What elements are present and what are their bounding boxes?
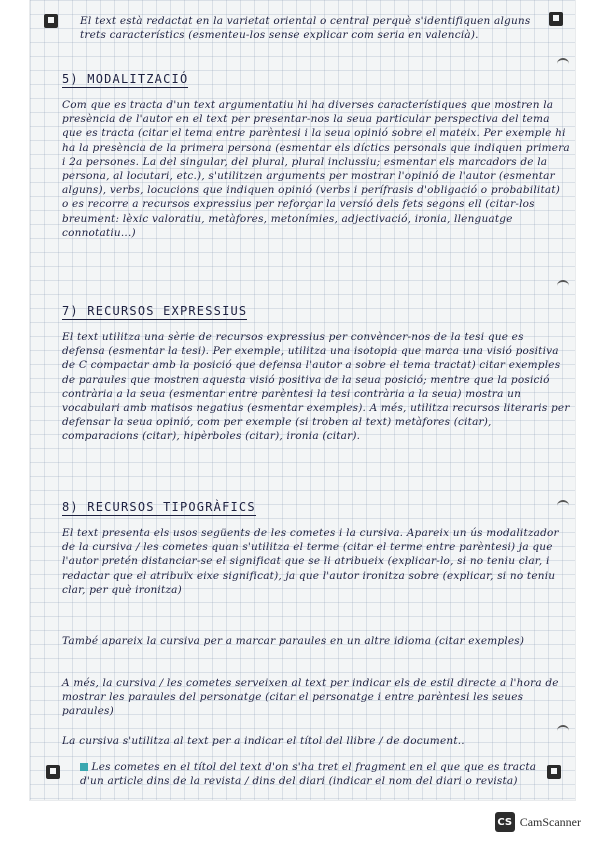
camscanner-watermark xyxy=(495,812,581,832)
section-paragraph: El text presenta els usos següents de les cometes i la cursiva. Apareix un ús modalitzador de la cursiva / les cometes quan s'utilitza el terme (citar el terme entre parèntesi) ja que l'autor pretén distanciar-se el significat que se li atribueix (explicar-lo, si no teniu clar, i redactar que el atribuïx eixe significat), ja que l'autor ironitza sobre (explicar, si no teniu clar, per què ironitza) xyxy=(62,527,559,596)
bottom-left-corner-mark xyxy=(46,765,60,779)
section-paragraph: També apareix la cursiva per a marcar paraules en un altre idioma (citar exemples) xyxy=(62,635,525,647)
section-paragraph: Com que es tracta d'un text argumentatiu hi ha diverses característiques que mostren la presència de l'autor en el text per presentar-nos la seua particular perspectiva del tema que es tracta (citar el tema entre parèntesi i la seua opinió sobre el mateix. Per exemple hi ha la presència de la primera persona (esmentar els díctics personals que indiquen primera i 2a persones. La del singular, del plural, plural inclussiu; esmentar els marcadors de la persona, al locutari, etc.), s'utilitzen arguments per mostrar l'opinió de l'autor (esmentar alguns), verbs, locucions que indiquen opinió (verbs i perífrasis d'obligació o probabilitat) o es recorre a recursos expressius per reforçar la versió dels fets segons ell (citar-los breument: lèxic valoratiu, metàfores, metonímies, adjectivació, ironia, llenguatge connotatiu...) xyxy=(62,99,570,239)
heading-underline xyxy=(62,319,247,320)
top-left-corner-mark xyxy=(44,14,58,28)
section-paragraph: La cursiva s'utilitza al text per a indicar el títol del llibre / de document.. xyxy=(62,735,465,747)
highlight-marker xyxy=(80,763,88,771)
camscanner-name: CamScanner xyxy=(519,814,581,829)
intro-paragraph: El text està redactat en la varietat oriental o central perquè s'identifiquen alguns trets característics (esmenteu-los sense explicar com seria en valencià). xyxy=(80,15,531,42)
section-heading-modalitzacio: 5) MODALITZACIÓ xyxy=(62,72,189,86)
camscanner-logo-icon: CS xyxy=(495,812,515,832)
heading-underline xyxy=(62,87,188,88)
section-paragraph: A més, la cursiva / les cometes serveixen al text per indicar els de estil directe a l'hora de mostrar les paraules del personatge (citar el personatge i entre parèntesi les seues paraules) xyxy=(62,677,559,718)
section-paragraph: El text utilitza una sèrie de recursos expressius per convèncer-nos de la tesi que es defensa (esmentar la tesi). Per exemple, utilitza una isotopia que marca una visió positiva de C compactar amb la posició que defensa l'autor a sobre el tema tractat) citar exemples de paraules que mostren aquesta visió positiva de la seua posició; mentre que la posició contrària a la seua (esmentar entre parèntesi la tesi contrària a la seua) mostra un vocabulari amb matisos negatius (esmentar exemples). A més, utilitza recursos literaris per defensar la seua opinió, com per exemple (si troben al text) metàfores (citar), comparacions (citar), hipèrboles (citar), ironia (citar). xyxy=(62,331,570,443)
top-right-corner-mark xyxy=(549,12,563,26)
heading-underline xyxy=(62,515,256,516)
section-paragraph: Les cometes en el títol del text d'on s'ha tret el fragment en el que que es tracta d'un article dins de la revista / dins del diari (indicar el nom del diari o revista) xyxy=(80,761,537,788)
binder-hole-mark xyxy=(557,500,569,510)
section-heading-recursos-expressius: 7) RECURSOS EXPRESSIUS xyxy=(62,304,248,318)
binder-hole-mark xyxy=(557,58,569,68)
section-heading-recursos-tipografics: 8) RECURSOS TIPOGRÀFICS xyxy=(62,500,256,514)
binder-hole-mark xyxy=(557,280,569,290)
